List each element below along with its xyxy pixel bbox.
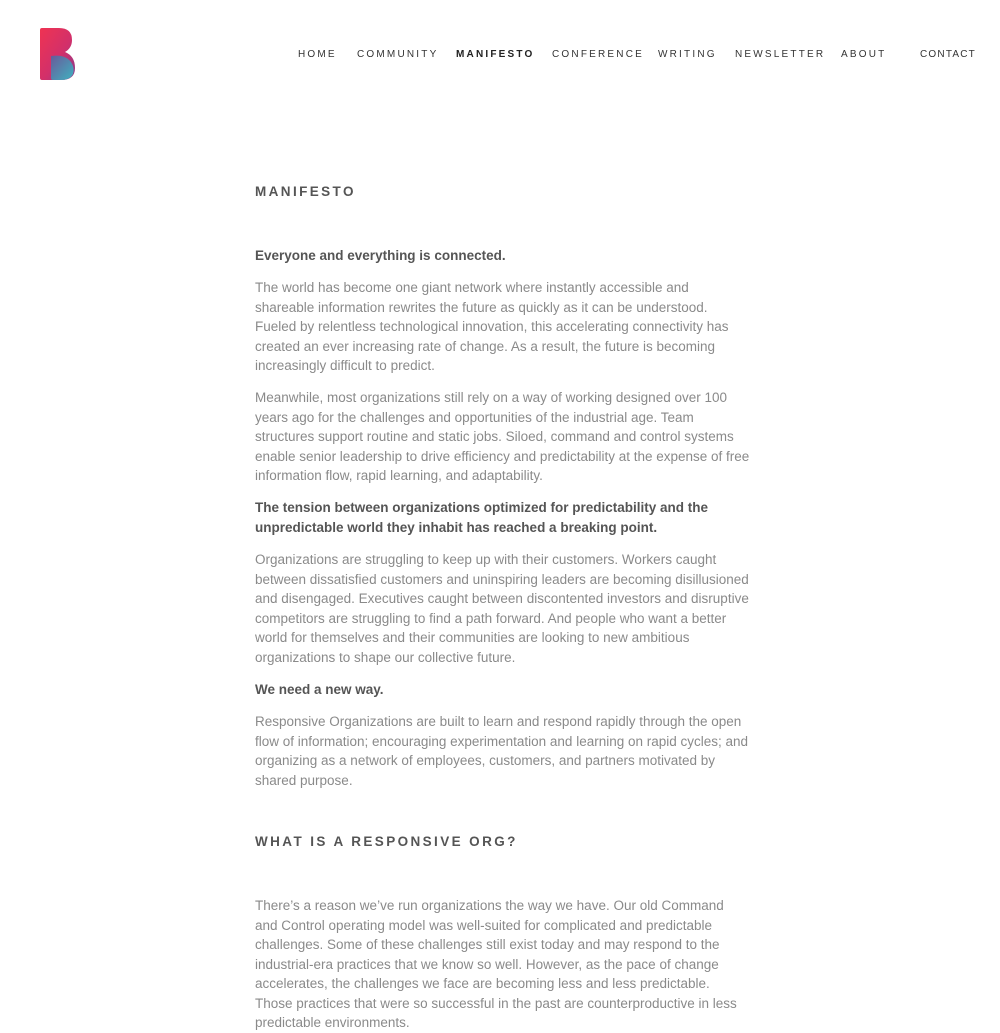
nav-about[interactable]: ABOUT [841, 49, 887, 60]
main-nav [0, 47, 1000, 63]
site-header [0, 0, 1000, 110]
manifesto-paragraph: Responsive Organizations are built to learn and respond rapidly through the open flow of information; encouraging experimentation and learning on rapid cycles; and organizing as a network of employees, customers, and partners motivated by shared purpose. [255, 714, 749, 788]
responsive-paragraph: There’s a reason we’ve run organizations the way we have. Our old Command and Control operating model was well-suited for complicated and predictable challenges. Some of these challenges still exist today and may respond to the industrial-era practices that we know so well. However, as the pace of change accelerates, the challenges we face are becoming less and less predictable. Those practices that were so successful in the past are counterproductive in less predictable environments. [255, 898, 737, 1030]
nav-home[interactable]: HOME [298, 49, 337, 60]
nav-manifesto[interactable]: MANIFESTO [456, 49, 535, 60]
nav-contact[interactable]: CONTACT [920, 49, 976, 60]
manifesto-paragraph: We need a new way. [255, 682, 384, 697]
nav-conference[interactable]: CONFERENCE [552, 49, 645, 60]
manifesto-paragraph: Meanwhile, most organizations still rely on a way of working designed over 100 years ago for the challenges and opportunities of the industrial age. Team structures support routine and static jobs. Siloed, command and control systems enable senior leadership to drive efficiency and predictability at the expense of free information flow, rapid learning, and adaptability. [255, 390, 750, 483]
manifesto-title: MANIFESTO [255, 184, 356, 199]
manifesto-paragraph: The tension between organizations optimized for predictability and the unpredictable world they inhabit has reached a breaking point. [255, 500, 709, 535]
manifesto-paragraph: Everyone and everything is connected. [255, 248, 506, 263]
manifesto-paragraph: The world has become one giant network where instantly accessible and shareable information rewrites the future as quickly as it can be understood. Fueled by relentless technological innovation, this accelerating connectivity has created an ever increasing rate of change. As a result, the future is becoming increasingly difficult to predict. [255, 280, 729, 373]
responsive-title: WHAT IS A RESPONSIVE ORG? [255, 834, 518, 849]
manifesto-paragraph: Organizations are struggling to keep up with their customers. Workers caught between dissatisfied customers and uninspiring leaders are becoming disillusioned and disengaged. Executives caught between discontented investors and disruptive competitors are struggling to find a path forward. And people who want a better world for themselves and their communities are looking to new ambitious organizations to shape our collective future. [255, 552, 749, 665]
nav-writing[interactable]: WRITING [658, 49, 717, 60]
nav-community[interactable]: COMMUNITY [357, 49, 439, 60]
nav-newsletter[interactable]: NEWSLETTER [735, 49, 826, 60]
